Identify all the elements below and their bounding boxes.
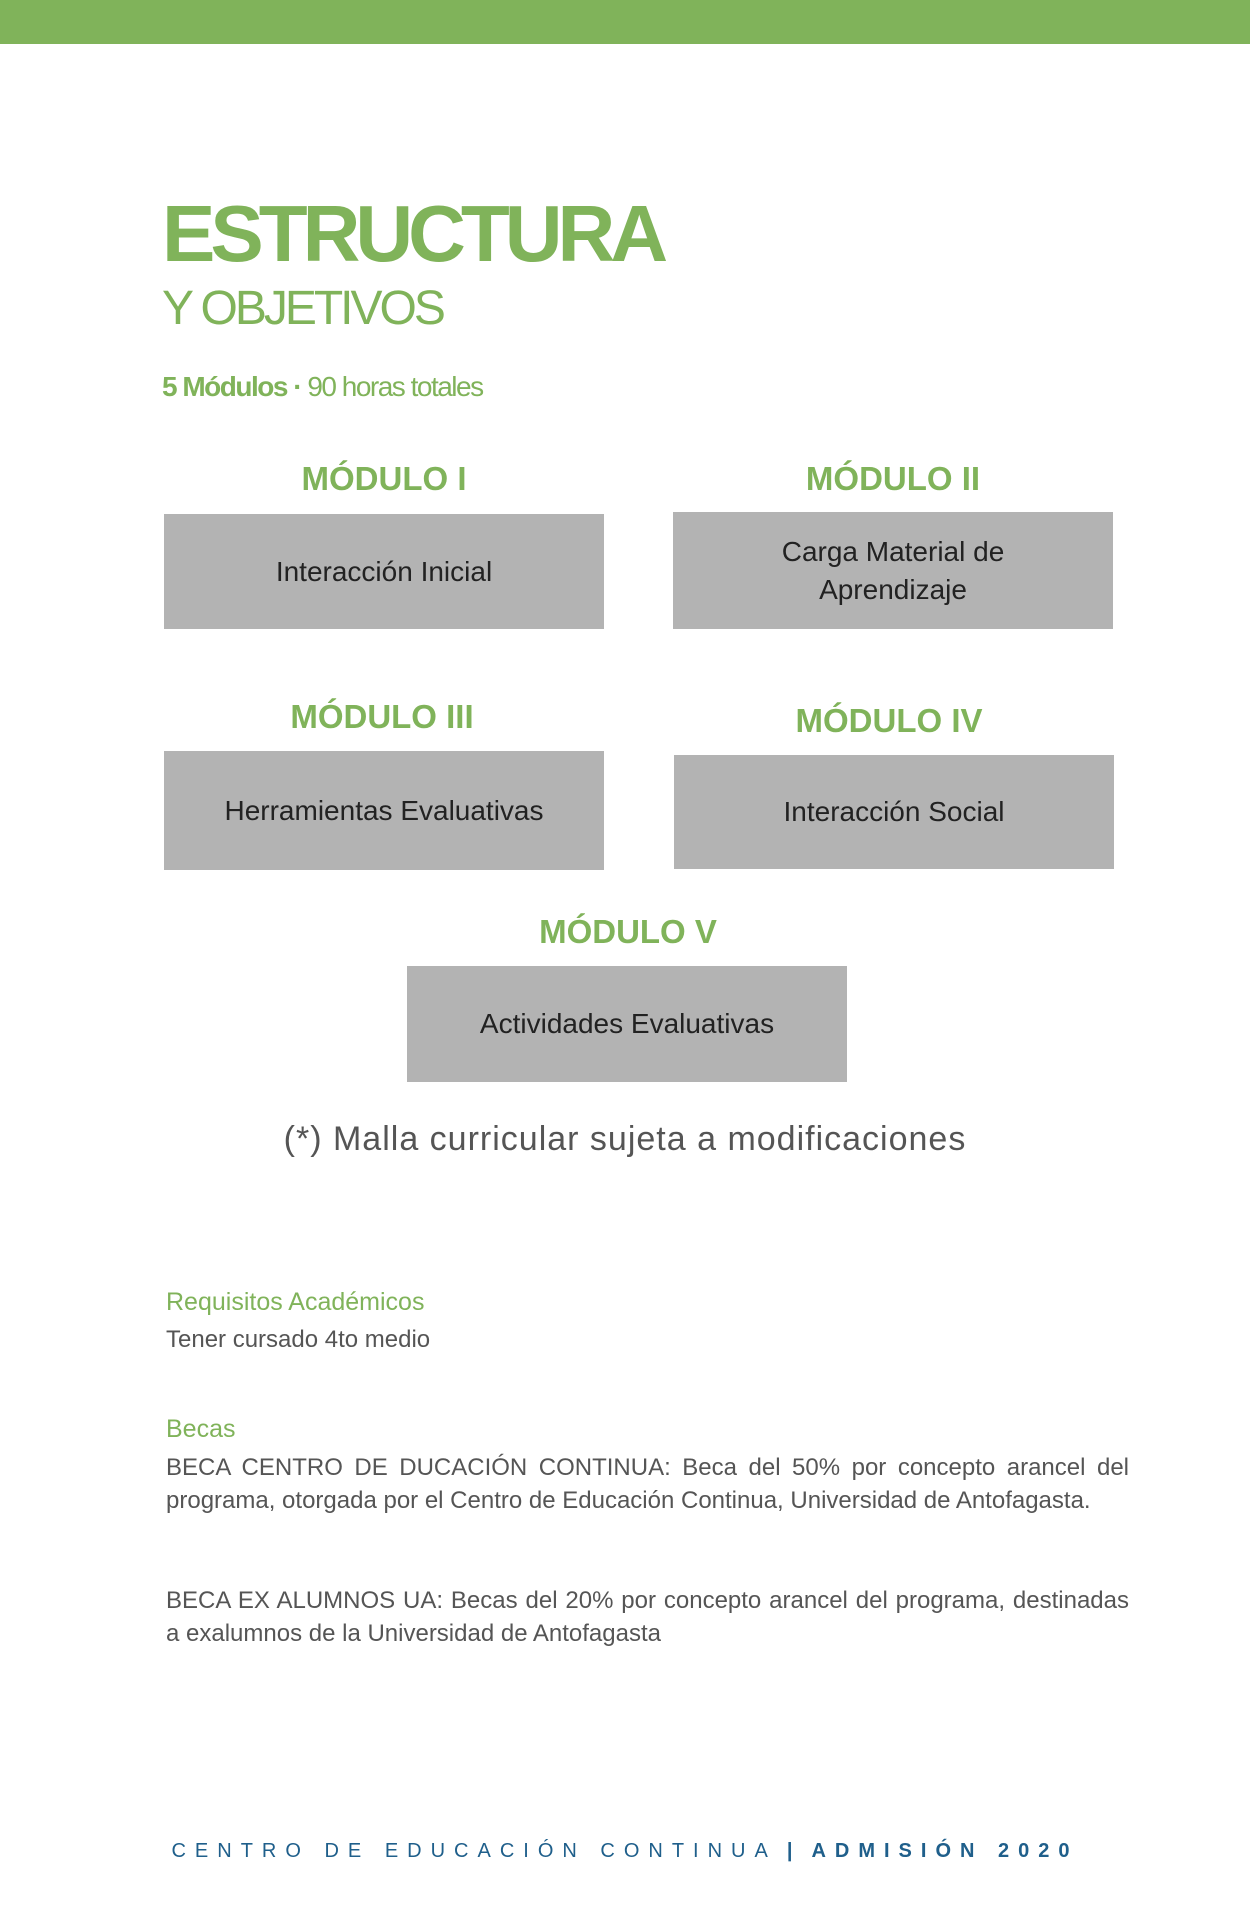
module-1-box	[164, 514, 604, 629]
scholarship-item: BECA CENTRO DE DUCACIÓN CONTINUA: Beca del 50% por concepto arancel del programa, otorgada por el Centro de Educación Continua, Universidad de Antofagasta.	[166, 1454, 1129, 1514]
module-2-box	[673, 512, 1113, 629]
module-3-name: Herramientas Evaluativas	[224, 794, 544, 826]
requirements-title: Requisitos Académicos	[166, 1288, 425, 1316]
footer-admission: ADMISIÓN 2020	[811, 1840, 1079, 1862]
module-5-name: Actividades Evaluativas	[479, 1008, 775, 1039]
top-accent-bar	[0, 0, 1250, 44]
module-3-box	[164, 751, 604, 870]
page-subtitle: Y OBJETIVOS	[162, 282, 443, 335]
module-5-box	[407, 966, 847, 1082]
module-2-name: Carga Material de Aprendizaje	[781, 535, 1005, 605]
requirements-text: Tener cursado 4to medio	[166, 1326, 431, 1353]
page-title: ESTRUCTURA	[162, 189, 664, 278]
module-4-label: MÓDULO IV	[795, 702, 983, 739]
curriculum-note: (*) Malla curricular sujeta a modificaciones	[283, 1120, 967, 1158]
module-3-label: MÓDULO III	[290, 698, 474, 735]
footer-separator: |	[786, 1840, 802, 1862]
scholarships-title: Becas	[166, 1415, 236, 1443]
module-4-box	[674, 755, 1114, 869]
module-2-label: MÓDULO II	[805, 460, 981, 497]
module-4-name: Interacción Social	[783, 796, 1005, 827]
summary-separator: ·	[286, 371, 308, 402]
footer-organization: CENTRO DE EDUCACIÓN CONTINUA	[171, 1840, 777, 1862]
program-summary	[162, 373, 483, 401]
summary-modules: 5 Módulos	[162, 371, 287, 402]
scholarship-item: BECA EX ALUMNOS UA: Becas del 20% por concepto arancel del programa, destinadas a exalumnos de la Universidad de Antofagasta	[166, 1587, 1129, 1647]
summary-hours: 90 horas totales	[307, 371, 483, 402]
module-1-label: MÓDULO I	[301, 460, 467, 497]
module-5-label: MÓDULO V	[539, 913, 717, 950]
module-1-name: Interacción Inicial	[275, 555, 493, 587]
footer	[0, 1841, 1250, 1861]
